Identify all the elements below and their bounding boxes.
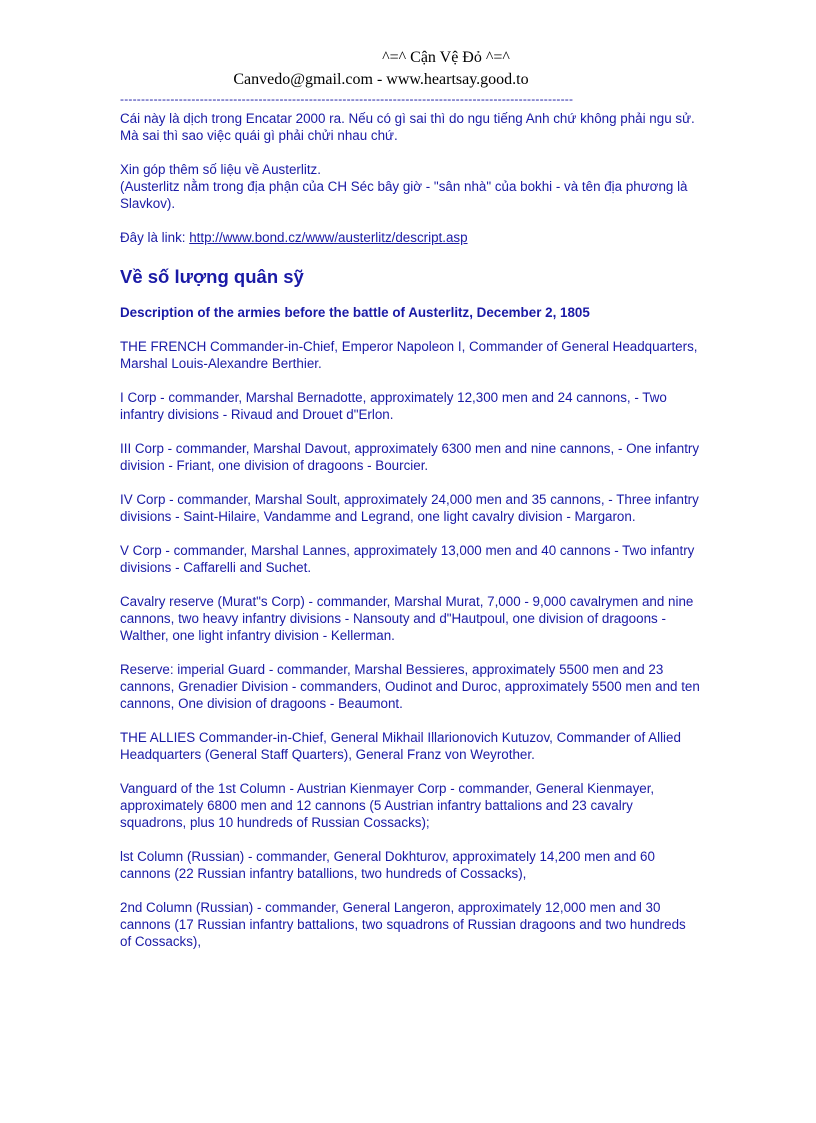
document-body: [120, 110, 700, 950]
intro-line-2: Mà sai thì sao việc quái gì phải chửi nhau chứ.: [120, 128, 398, 143]
intro-line-1: Cái này là dịch trong Encatar 2000 ra. Nếu có gì sai thì do ngu tiếng Anh chứ không phải ngu sử.: [120, 111, 695, 126]
paragraph-v-corp: V Corp - commander, Marshal Lannes, approximately 13,000 men and 40 cannons - Two infantry divisions - Caffarelli and Suchet.: [120, 543, 695, 575]
paragraph-iii-corp: III Corp - commander, Marshal Davout, approximately 6300 men and nine cannons, - One infantry division - Friant, one division of dragoons - Bourcier.: [120, 441, 700, 473]
header-title: ^=^ Cận Vệ Đỏ ^=^: [382, 49, 510, 66]
paragraph-vanguard: Vanguard of the 1st Column - Austrian Kienmayer Corp - commander, General Kienmayer, approximately 6800 men and 12 cannons (5 Austrian infantry battalions and 23 cavalry squadrons, plus 10 hundreds of Russian Cossacks);: [120, 781, 655, 830]
paragraph-i-corp: I Corp - commander, Marshal Bernadotte, approximately 12,300 men and 24 cannons, - Two infantry divisions - Rivaud and Drouet d"Erlon.: [120, 390, 667, 422]
paragraph-iv-corp: IV Corp - commander, Marshal Soult, approximately 24,000 men and 35 cannons, - Three infantry divisions - Saint-Hilaire, Vandamme and Legrand, one light cavalry division - Margaron.: [120, 492, 699, 524]
link-prefix: Đây là link:: [120, 230, 190, 245]
paragraph-cavalry-reserve: Cavalry reserve (Murat"s Corp) - commander, Marshal Murat, 7,000 - 9,000 cavalrymen and nine cannons, two heavy infantry divisions - Nansouty and d"Hautpoul, one division of dragoons - Walther, one light infantry division - Kellerman.: [120, 594, 694, 643]
paragraph-french-command: THE FRENCH Commander-in-Chief, Emperor Napoleon I, Commander of General Headquarters, Marshal Louis-Alexandre Berthier.: [120, 339, 698, 371]
paragraph-allies-command: THE ALLIES Commander-in-Chief, General Mikhail Illarionovich Kutuzov, Commander of Allied Headquarters (General Staff Quarters), General Franz von Weyrother.: [120, 730, 681, 762]
paragraph-1st-column: lst Column (Russian) - commander, General Dokhturov, approximately 14,200 men and 60 cannons (22 Russian infantry batallions, two hundreds of Cossacks),: [120, 849, 655, 881]
section-subtitle: Description of the armies before the battle of Austerlitz, December 2, 1805: [120, 305, 590, 320]
section-title: Về số lượng quân sỹ: [120, 266, 304, 287]
paragraph-2nd-column: 2nd Column (Russian) - commander, General Langeron, approximately 12,000 men and 30 cannons (17 Russian infantry battalions, two squadrons of Russian dragoons and two hundreds of Cossacks),: [120, 900, 686, 949]
link-line: [120, 229, 700, 246]
header-contact: Canvedo@gmail.com - www.heartsay.good.to: [233, 71, 529, 88]
source-link[interactable]: http://www.bond.cz/www/austerlitz/descript.asp: [189, 230, 468, 245]
intro-line-4: (Austerlitz nằm trong địa phận của CH Séc bây giờ - "sân nhà" của bokhi - và tên địa phương là Slavkov).: [120, 179, 688, 211]
dashed-divider: ------------------------------------------------------------------------------------------------------------: [120, 92, 574, 106]
intro-line-3: Xin góp thêm số liệu về Austerlitz.: [120, 162, 321, 177]
paragraph-imperial-guard: Reserve: imperial Guard - commander, Marshal Bessieres, approximately 5500 men and 23 cannons, Grenadier Division - commanders, Oudinot and Duroc, approximately 5500 men and ten cannons, One division of dragoons - Beaumont.: [120, 662, 700, 711]
